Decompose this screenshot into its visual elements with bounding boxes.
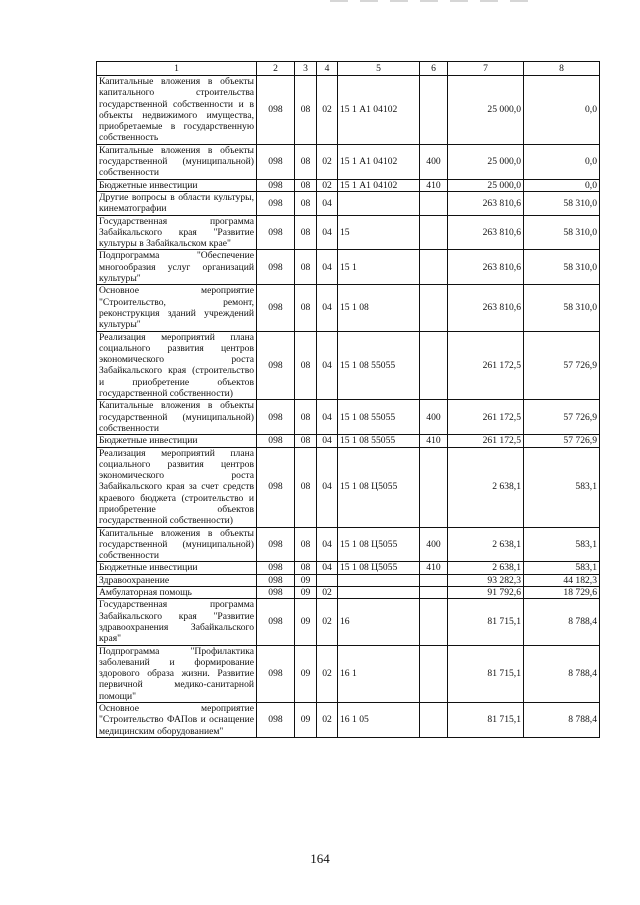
row-name-cell: Бюджетные инвестиции (97, 562, 257, 574)
subsection-code-cell: 02 (317, 144, 338, 179)
amount-col8-cell: 58 310,0 (524, 191, 600, 215)
amount-col7-cell: 2 638,1 (448, 562, 524, 574)
amount-col8-cell: 18 729,6 (524, 587, 600, 599)
subsection-code-cell: 02 (317, 599, 338, 645)
row-name-cell: Амбулаторная помощь (97, 587, 257, 599)
gr-code-cell: 098 (257, 599, 295, 645)
target-article-cell (338, 191, 420, 215)
amount-col7-cell: 261 172,5 (448, 331, 524, 400)
expense-type-cell (420, 587, 448, 599)
amount-col8-cell: 0,0 (524, 76, 600, 145)
section-code-cell: 08 (295, 562, 317, 574)
target-article-cell: 15 1 08 Ц5055 (338, 527, 420, 562)
amount-col8-cell: 57 726,9 (524, 331, 600, 400)
expense-type-cell: 410 (420, 179, 448, 191)
expense-type-cell (420, 447, 448, 527)
amount-col7-cell: 263 810,6 (448, 215, 524, 250)
table-row (97, 179, 600, 191)
amount-col7-cell: 81 715,1 (448, 599, 524, 645)
subsection-code-cell: 04 (317, 191, 338, 215)
header-cell: 4 (317, 62, 338, 76)
header-cell: 5 (338, 62, 420, 76)
amount-col7-cell: 25 000,0 (448, 76, 524, 145)
expense-type-cell (420, 285, 448, 331)
budget-table (96, 61, 600, 738)
subsection-code-cell: 04 (317, 215, 338, 250)
target-article-cell: 15 1 А1 04102 (338, 179, 420, 191)
gr-code-cell: 098 (257, 215, 295, 250)
row-name-cell: Основное мероприятие "Строительство ФАПов и оснащение медицинским оборудованием" (97, 703, 257, 738)
subsection-code-cell: 04 (317, 447, 338, 527)
subsection-code-cell: 04 (317, 527, 338, 562)
amount-col7-cell: 2 638,1 (448, 527, 524, 562)
row-name-cell: Капитальные вложения в объекты государственной (муниципальной) собственности (97, 144, 257, 179)
section-code-cell: 08 (295, 215, 317, 250)
expense-type-cell (420, 574, 448, 586)
subsection-code-cell: 04 (317, 331, 338, 400)
amount-col7-cell: 263 810,6 (448, 285, 524, 331)
expense-type-cell: 400 (420, 527, 448, 562)
subsection-code-cell: 04 (317, 562, 338, 574)
gr-code-cell: 098 (257, 562, 295, 574)
row-name-cell: Государственная программа Забайкальского края "Развитие культуры в Забайкальском крае" (97, 215, 257, 250)
expense-type-cell (420, 703, 448, 738)
expense-type-cell (420, 599, 448, 645)
expense-type-cell (420, 645, 448, 702)
amount-col7-cell: 263 810,6 (448, 250, 524, 285)
section-code-cell: 08 (295, 191, 317, 215)
subsection-code-cell: 02 (317, 179, 338, 191)
amount-col7-cell: 263 810,6 (448, 191, 524, 215)
section-code-cell: 08 (295, 400, 317, 435)
row-name-cell: Основное мероприятие "Строительство, ремонт, реконструкция зданий учреждений культуры" (97, 285, 257, 331)
section-code-cell: 08 (295, 285, 317, 331)
section-code-cell: 09 (295, 574, 317, 586)
target-article-cell: 15 1 А1 04102 (338, 144, 420, 179)
amount-col8-cell: 58 310,0 (524, 215, 600, 250)
section-code-cell: 08 (295, 527, 317, 562)
gr-code-cell: 098 (257, 144, 295, 179)
scan-artifact (330, 0, 530, 2)
header-cell: 1 (97, 62, 257, 76)
target-article-cell: 15 1 08 (338, 285, 420, 331)
row-name-cell: Государственная программа Забайкальского края "Развитие здравоохранения Забайкальского края" (97, 599, 257, 645)
gr-code-cell: 098 (257, 435, 295, 447)
amount-col8-cell: 44 182,3 (524, 574, 600, 586)
amount-col7-cell: 261 172,5 (448, 435, 524, 447)
amount-col7-cell: 25 000,0 (448, 144, 524, 179)
target-article-cell: 15 1 08 55055 (338, 331, 420, 400)
expense-type-cell (420, 215, 448, 250)
subsection-code-cell: 02 (317, 76, 338, 145)
row-name-cell: Капитальные вложения в объекты капитального строительства государственной собственности и в объекты недвижимого имущества, приобретаемые в государственную собственность (97, 76, 257, 145)
amount-col8-cell: 0,0 (524, 144, 600, 179)
table-row (97, 215, 600, 250)
amount-col7-cell: 81 715,1 (448, 645, 524, 702)
header-cell: 6 (420, 62, 448, 76)
subsection-code-cell: 04 (317, 285, 338, 331)
section-code-cell: 08 (295, 250, 317, 285)
expense-type-cell (420, 331, 448, 400)
amount-col8-cell: 8 788,4 (524, 599, 600, 645)
expense-type-cell: 400 (420, 144, 448, 179)
section-code-cell: 08 (295, 144, 317, 179)
expense-type-cell: 400 (420, 400, 448, 435)
table-row (97, 703, 600, 738)
row-name-cell: Капитальные вложения в объекты государственной (муниципальной) собственности (97, 400, 257, 435)
table-row (97, 645, 600, 702)
gr-code-cell: 098 (257, 191, 295, 215)
table-row (97, 400, 600, 435)
target-article-cell: 16 1 (338, 645, 420, 702)
amount-col8-cell: 0,0 (524, 179, 600, 191)
gr-code-cell: 098 (257, 331, 295, 400)
amount-col7-cell: 91 792,6 (448, 587, 524, 599)
table-row (97, 562, 600, 574)
gr-code-cell: 098 (257, 179, 295, 191)
amount-col8-cell: 8 788,4 (524, 703, 600, 738)
subsection-code-cell (317, 574, 338, 586)
expense-type-cell: 410 (420, 435, 448, 447)
expense-type-cell (420, 250, 448, 285)
row-name-cell: Другие вопросы в области культуры, кинематографии (97, 191, 257, 215)
header-row (97, 62, 600, 76)
subsection-code-cell: 04 (317, 250, 338, 285)
expense-type-cell (420, 191, 448, 215)
amount-col7-cell: 2 638,1 (448, 447, 524, 527)
amount-col7-cell: 261 172,5 (448, 400, 524, 435)
header-cell: 8 (524, 62, 600, 76)
amount-col8-cell: 8 788,4 (524, 645, 600, 702)
table-row (97, 447, 600, 527)
expense-type-cell (420, 76, 448, 145)
row-name-cell: Здравоохранение (97, 574, 257, 586)
table-row (97, 191, 600, 215)
amount-col8-cell: 583,1 (524, 562, 600, 574)
amount-col7-cell: 81 715,1 (448, 703, 524, 738)
amount-col8-cell: 583,1 (524, 527, 600, 562)
gr-code-cell: 098 (257, 527, 295, 562)
row-name-cell: Бюджетные инвестиции (97, 435, 257, 447)
target-article-cell: 15 1 08 Ц5055 (338, 562, 420, 574)
table-row (97, 599, 600, 645)
gr-code-cell: 098 (257, 703, 295, 738)
section-code-cell: 08 (295, 435, 317, 447)
amount-col8-cell: 583,1 (524, 447, 600, 527)
table-row (97, 285, 600, 331)
gr-code-cell: 098 (257, 447, 295, 527)
header-cell: 7 (448, 62, 524, 76)
table-row (97, 574, 600, 586)
target-article-cell: 15 1 08 55055 (338, 400, 420, 435)
gr-code-cell: 098 (257, 285, 295, 331)
amount-col7-cell: 93 282,3 (448, 574, 524, 586)
subsection-code-cell: 04 (317, 400, 338, 435)
table-row (97, 250, 600, 285)
amount-col7-cell: 25 000,0 (448, 179, 524, 191)
row-name-cell: Реализация мероприятий плана социального развития центров экономического роста Забайкальского края (строительство и приобретение объектов государственной собственности) (97, 331, 257, 400)
gr-code-cell: 098 (257, 250, 295, 285)
header-cell: 3 (295, 62, 317, 76)
row-name-cell: Подпрограмма "Обеспечение многообразия услуг организаций культуры" (97, 250, 257, 285)
table-row (97, 527, 600, 562)
section-code-cell: 08 (295, 447, 317, 527)
target-article-cell: 15 1 (338, 250, 420, 285)
gr-code-cell: 098 (257, 587, 295, 599)
target-article-cell: 15 1 А1 04102 (338, 76, 420, 145)
subsection-code-cell: 02 (317, 703, 338, 738)
amount-col8-cell: 58 310,0 (524, 285, 600, 331)
section-code-cell: 08 (295, 179, 317, 191)
header-cell: 2 (257, 62, 295, 76)
subsection-code-cell: 04 (317, 435, 338, 447)
page-number: 164 (310, 851, 330, 866)
section-code-cell: 09 (295, 703, 317, 738)
table-row (97, 587, 600, 599)
gr-code-cell: 098 (257, 76, 295, 145)
table-row (97, 76, 600, 145)
target-article-cell: 15 1 08 55055 (338, 435, 420, 447)
section-code-cell: 08 (295, 76, 317, 145)
section-code-cell: 09 (295, 599, 317, 645)
row-name-cell: Капитальные вложения в объекты государственной (муниципальной) собственности (97, 527, 257, 562)
target-article-cell (338, 587, 420, 599)
target-article-cell: 16 1 05 (338, 703, 420, 738)
gr-code-cell: 098 (257, 400, 295, 435)
target-article-cell: 15 1 08 Ц5055 (338, 447, 420, 527)
section-code-cell: 09 (295, 645, 317, 702)
table-row (97, 435, 600, 447)
amount-col8-cell: 57 726,9 (524, 435, 600, 447)
gr-code-cell: 098 (257, 645, 295, 702)
table-row (97, 144, 600, 179)
table-row (97, 331, 600, 400)
row-name-cell: Подпрограмма "Профилактика заболеваний и формирование здорового образа жизни. Развитие первичной медико-санитарной помощи" (97, 645, 257, 702)
subsection-code-cell: 02 (317, 587, 338, 599)
subsection-code-cell: 02 (317, 645, 338, 702)
row-name-cell: Бюджетные инвестиции (97, 179, 257, 191)
section-code-cell: 09 (295, 587, 317, 599)
target-article-cell: 16 (338, 599, 420, 645)
amount-col8-cell: 57 726,9 (524, 400, 600, 435)
section-code-cell: 08 (295, 331, 317, 400)
gr-code-cell: 098 (257, 574, 295, 586)
target-article-cell: 15 (338, 215, 420, 250)
row-name-cell: Реализация мероприятий плана социального развития центров экономического роста Забайкальского края за счет средств краевого бюджета (строительство и приобретение объектов государственной собственности) (97, 447, 257, 527)
target-article-cell (338, 574, 420, 586)
amount-col8-cell: 58 310,0 (524, 250, 600, 285)
expense-type-cell: 410 (420, 562, 448, 574)
